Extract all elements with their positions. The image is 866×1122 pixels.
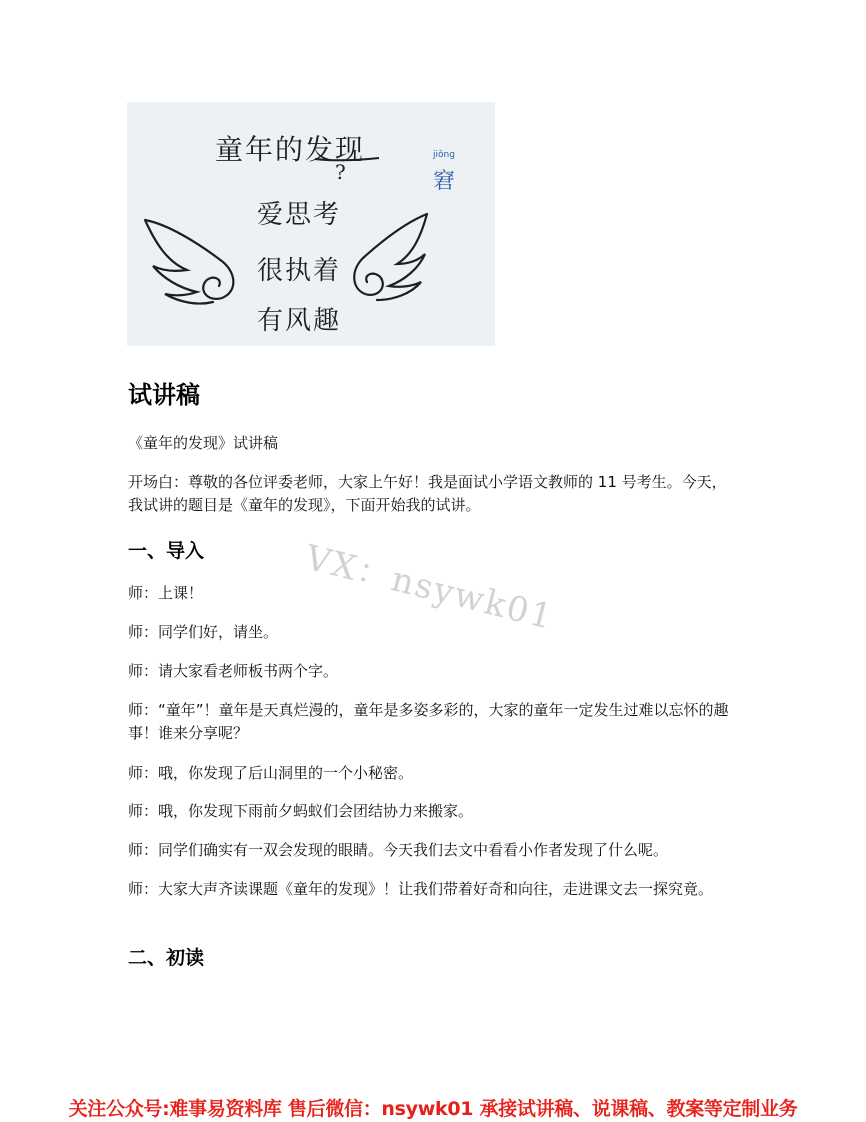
board-line-3: 有风趣: [257, 306, 342, 336]
right-wing-shape: [354, 214, 427, 300]
board-question-mark: ?: [335, 160, 346, 184]
board-pinyin: jiǒng: [433, 150, 455, 160]
paragraph-1: 师：上课！: [128, 584, 204, 602]
board-line-2: 很执着: [257, 256, 342, 286]
paragraph-5: 师：哦，你发现了后山洞里的一个小秘密。: [128, 764, 414, 782]
board-title: 童年的发现: [215, 133, 366, 166]
section-heading-intro: 一、导入: [128, 540, 205, 562]
paragraph-7: 师：同学们确实有一双会发现的眼睛。今天我们去文中看看小作者发现了什么呢。: [128, 841, 669, 859]
watermark: VX：nsywk01: [301, 537, 558, 639]
subtitle: 《童年的发现》试讲稿: [128, 434, 279, 452]
paragraph-8: 师：大家大声齐读课题《童年的发现》！让我们带着好奇和向往，走进课文去一探究竟。: [128, 880, 714, 898]
opening-paragraph: 开场白：尊敬的各位评委老师，大家上午好！我是面试小学语文教师的 11 号考生。今天，我试讲的题目是《童年的发现》，下面开始我的试讲。: [128, 473, 727, 514]
left-wing-shape: [145, 220, 233, 304]
section-heading-first-reading: 二、初读: [128, 947, 205, 969]
board-line-1: 爱思考: [257, 200, 342, 230]
footer-banner: 关注公众号:难事易资料库 售后微信：nsywk01 承接试讲稿、说课稿、教案等定制业务: [68, 1098, 798, 1120]
paragraph-3: 师：请大家看老师板书两个字。: [128, 662, 339, 680]
page-title: 试讲稿: [128, 381, 200, 409]
paragraph-4: 师：“童年”！童年是天真烂漫的，童年是多姿多彩的，大家的童年一定发生过难以忘怀的趣事！谁来分享呢？: [128, 701, 729, 742]
paragraph-6: 师：哦，你发现下雨前夕蚂蚁们会团结协力来搬家。: [128, 802, 474, 820]
blackboard-image: [127, 102, 495, 346]
board-side-char: 窘: [433, 169, 456, 194]
paragraph-2: 师：同学们好，请坐。: [128, 623, 279, 641]
